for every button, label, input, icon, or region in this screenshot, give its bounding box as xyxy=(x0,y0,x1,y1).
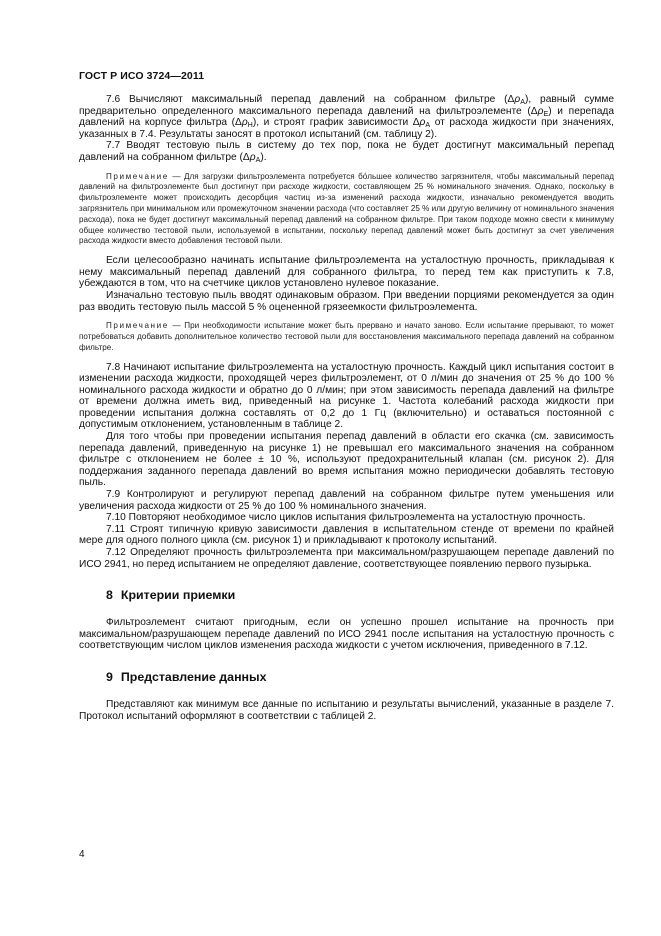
note-1: Примечание — Для загрузки фильтроэлемента потребуется бо́льшее количество загрязнителя, чтобы максимальный перепад давлений на фильтроэлементе был достигнут при расходе жидкости, составляющем 25 % номинального значения. Однако, поскольку в фильтроэлементе может происходить десорбция частиц из-за изменений расхода жидкости, изначально рекомендуется вводить загрязнитель при минимальном или промежуточном значении расхода (что составляет 25 % или другую величину от номинального значения расхода), пока не будет достигнут максимальный перепад давлений на собранном фильтре. При таком подходе можно свести к минимуму общее количество тестовой пыли, используемой в испытании, поскольку перепад давлений может быть достигнут за счет увеличения расхода жидкости вместо добавления тестовой пыли. xyxy=(79,171,614,246)
paragraph-dust-input: Изначально тестовую пыль вводят одинаковым образом. При введении порциями рекомендуется за один раз вводить тестовую пыль массой 5 % оцененной грязеемкости фильтроэлемента. xyxy=(79,289,614,313)
document-header: ГОСТ Р ИСО 3724—2011 xyxy=(79,70,205,82)
paragraph-7-8-continued: Для того чтобы при проведении испытания перепад давлений в области его скачка (см. зависимость перепада давлений, приведенную на рисунке 1) не превышал его максимального значения на собранном фильтре с отклонением не более ± 10 %, используют предохранительный клапан (см. рисунок 2). Для поддержания заданного перепада давлений во время испытания можно периодически добавлять тестовую пыль. xyxy=(79,431,614,489)
section-9-heading: 9 Представление данных xyxy=(106,669,267,684)
paragraph-7-7: 7.7 Вводят тестовую пыль в систему до тех пор, пока не будет достигнут максимальный перепад давлений на собранном фильтре $(\Delta\rho_A)$. xyxy=(79,140,614,164)
note-2: Примечание — При необходимости испытание может быть прервано и начато заново. Если испытание прерывают, то может потребоваться добавить дополнительное количество тестовой пыли для восстановления максимального перепада давлений на собранном фильтре. xyxy=(79,321,614,352)
paragraph-7-6: 7.6 Вычисляют максимальный перепад давлений на собранном фильтре $(\Delta\rho_A)$, равный сумме предварительно определенного максимального перепада давлений на фильтроэлементе $(\Delta\rho_E)$ и перепада давлений на корпусе фильтра $(\Delta\rho_H)$, и строят график зависимости $\Delta\rho_A$ от расхода жидкости при значениях, указанных в 7.4. Результаты заносят в протокол испытаний (см. таблицу 2). xyxy=(79,94,615,140)
section-8-heading: 8 Критерии приемки xyxy=(106,588,236,603)
paragraph-7-10: 7.10 Повторяют необходимое число циклов испытания фильтроэлемента на усталостную прочность. xyxy=(106,512,586,524)
page-number: 4 xyxy=(79,849,85,860)
paragraph-7-12: 7.12 Определяют прочность фильтроэлемента при максимальном/разрушающем перепаде давлений по ИСО 2941, но перед испытанием не определяют давление, соответствующее появлению первого пузырька. xyxy=(79,547,614,570)
section-9-text: Представляют как минимум все данные по испытанию и результаты вычислений, указанные в разделе 7. Протокол испытаний оформляют в соответствии с таблицей 2. xyxy=(79,698,614,722)
section-8-text: Фильтроэлемент считают пригодным, если он успешно прошел испытание на прочность при максимальном/разрушающем перепаде давлений по ИСО 2941 после испытания на усталостную прочность с соответствующим числом циклов изменения расхода жидкости с учетом исключения, приведенного в 7.12. xyxy=(79,617,614,652)
page-body xyxy=(79,94,614,722)
paragraph-7-9: 7.9 Контролируют и регулируют перепад давлений на собранном фильтре путем уменьшения или увеличения расхода жидкости от 25 % до 100 % номинального значения. xyxy=(79,489,614,512)
paragraph-7-8: 7.8 Начинают испытание фильтроэлемента на усталостную прочность. Каждый цикл испытания состоит в изменении расхода жидкости, проходящей через фильтроэлемент, от 0 л/мин до значения от 25 % до 100 % номинального расхода жидкости и обратно до 0 л/мин; при этом зависимость перепада давлений на фильтре от времени должна иметь вид, приведенный на рисунке 1. Частота колебаний расхода жидкости при проведении испытания должна составлять от 0,2 до 1 Гц (включительно) и оставаться постоянной с допустимым отклонением, установленным в таблице 2. xyxy=(79,361,614,431)
paragraph-7-11: 7.11 Строят типичную кривую зависимости давления в испытательном стенде от времени по крайней мере для одного полного цикла (см. рисунок 1) и прикладывают к протоколу испытаний. xyxy=(79,523,614,547)
paragraph-start-condition: Если целесообразно начинать испытание фильтроэлемента на усталостную прочность, прикладывая к нему максимальный перепад давлений для собранного фильтра, то перед тем как приступить к 7.8, убеждаются в том, что на счетчике циклов установлено нулевое показание. xyxy=(79,255,614,290)
